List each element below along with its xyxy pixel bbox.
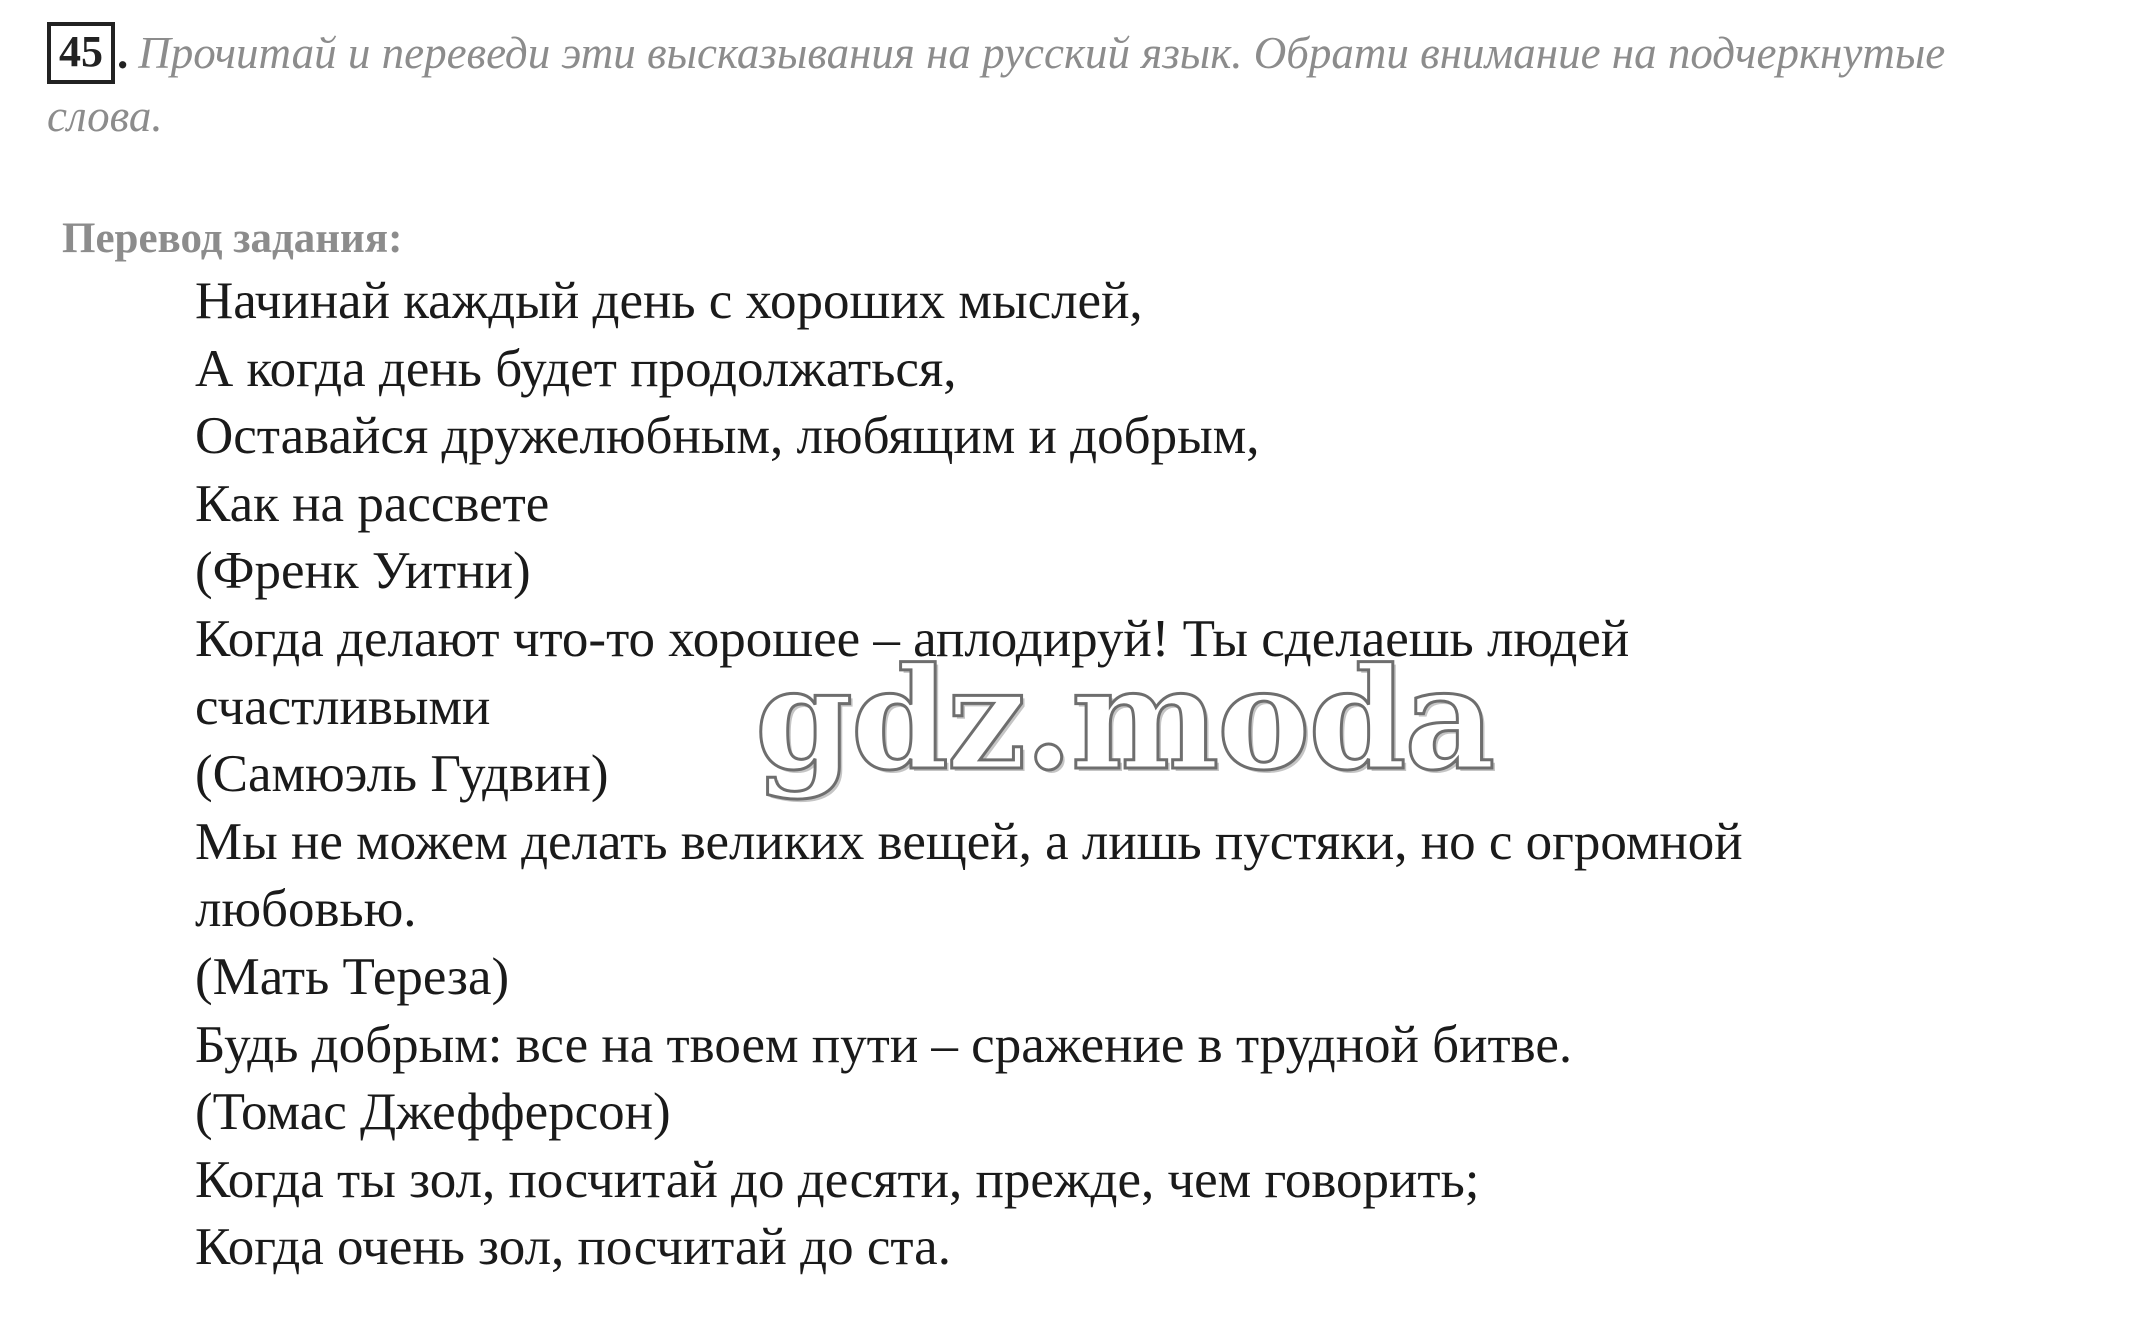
quote-line: Как на рассвете [195,474,550,533]
quotes-block [195,268,2055,1282]
task-instruction: Прочитай и переведи эти высказывания на русский язык. Обрати внимание на подчеркнутые слова. [47,28,1946,141]
quote-line: Мы не можем делать великих вещей, а лишь пустяки, но с огромной [195,812,1743,871]
quote-line: счастливыми [195,677,491,736]
task-number-box: 45 [47,22,115,84]
quote-line: Когда делают что-то хорошее – аплодируй! Ты сделаешь людей [195,609,1630,668]
quote-line: Будь добрым: все на твоем пути – сражение в трудной битве. [195,1015,1573,1074]
quote-line: А когда день будет продолжаться, [195,339,957,398]
quote-author: (Томас Джефферсон) [195,1083,671,1142]
quote-author: (Френк Уитни) [195,542,531,601]
watermark-logo: gdz.moda [755,638,1494,802]
quote-line: Когда ты зол, посчитай до десяти, прежде, чем говорить; [195,1150,1480,1209]
quote-line: Начинай каждый день с хороших мыслей, [195,272,1143,330]
task-number-dot: . [117,28,129,78]
quote-line: Когда очень зол, посчитай до ста. [195,1218,951,1277]
quote-author: (Мать Тереза) [195,947,510,1006]
quote-line: любовью. [195,880,417,939]
quote-author: (Самюэль Гудвин) [195,745,609,804]
task-header [47,22,2067,148]
quote-line: Оставайся дружелюбным, любящим и добрым, [195,407,1260,466]
translation-label: Перевод задания: [62,215,403,262]
